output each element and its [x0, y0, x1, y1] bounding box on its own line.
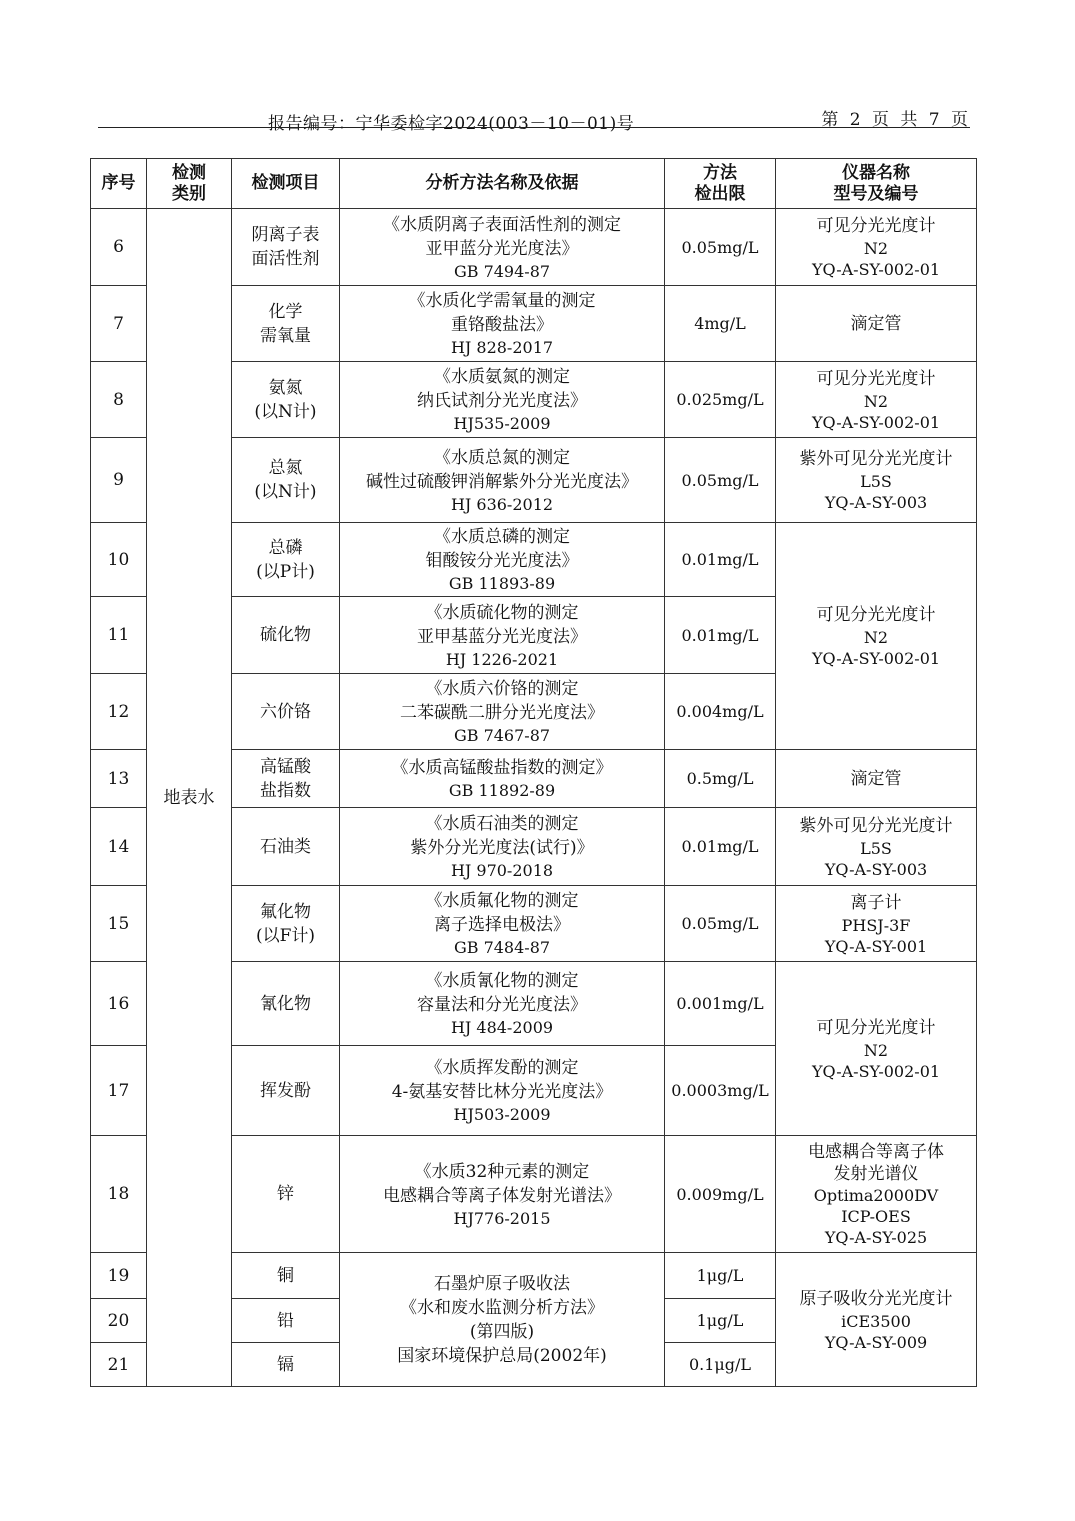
report-header — [98, 105, 970, 134]
item-cell: 氨氮 (以N计) — [232, 362, 340, 438]
item-cell: 化学 需氧量 — [232, 286, 340, 362]
row-no: 9 — [91, 438, 147, 523]
method-cell: 《水质氰化物的测定 容量法和分光光度法》 HJ 484-2009 — [340, 962, 665, 1046]
header-rule — [98, 127, 970, 128]
row-no: 16 — [91, 962, 147, 1046]
limit-cell: 0.009mg/L — [665, 1136, 776, 1253]
category-cell: 地表水 — [147, 209, 232, 1387]
instrument-cell: 原子吸收分光光度计 iCE3500 YQ-A-SY-009 — [776, 1253, 977, 1387]
row-no: 10 — [91, 523, 147, 597]
row-no: 7 — [91, 286, 147, 362]
item-cell: 铜 — [232, 1253, 340, 1299]
method-cell: 《水质阴离子表面活性剂的测定 亚甲蓝分光光度法》 GB 7494-87 — [340, 209, 665, 286]
table-header-row — [91, 159, 977, 209]
limit-cell: 0.001mg/L — [665, 962, 776, 1046]
method-cell: 《水质六价铬的测定 二苯碳酰二肼分光光度法》 GB 7467-87 — [340, 674, 665, 750]
instrument-cell: 紫外可见分光光度计 L5S YQ-A-SY-003 — [776, 808, 977, 886]
item-cell: 总磷 (以P计) — [232, 523, 340, 597]
method-cell: 《水质氨氮的测定 纳氏试剂分光光度法》 HJ535-2009 — [340, 362, 665, 438]
method-cell: 《水质32种元素的测定 电感耦合等离子体发射光谱法》 HJ776-2015 — [340, 1136, 665, 1253]
row-no: 19 — [91, 1253, 147, 1299]
method-cell: 石墨炉原子吸收法 《水和废水监测分析方法》 (第四版) 国家环境保护总局(2002年) — [340, 1253, 665, 1387]
item-cell: 挥发酚 — [232, 1046, 340, 1136]
test-method-table — [90, 158, 977, 1387]
item-cell: 氰化物 — [232, 962, 340, 1046]
instrument-cell: 可见分光光度计 N2 YQ-A-SY-002-01 — [776, 962, 977, 1136]
item-cell: 硫化物 — [232, 597, 340, 674]
row-no: 18 — [91, 1136, 147, 1253]
row-no: 8 — [91, 362, 147, 438]
table-row — [91, 209, 977, 286]
limit-cell: 0.1μg/L — [665, 1343, 776, 1387]
row-no: 12 — [91, 674, 147, 750]
instrument-cell: 离子计 PHSJ-3F YQ-A-SY-001 — [776, 886, 977, 962]
method-cell: 《水质石油类的测定 紫外分光光度法(试行)》 HJ 970-2018 — [340, 808, 665, 886]
method-cell: 《水质氟化物的测定 离子选择电极法》 GB 7484-87 — [340, 886, 665, 962]
instrument-cell: 电感耦合等离子体 发射光谱仪 Optima2000DV ICP-OES YQ-A-SY-025 — [776, 1136, 977, 1253]
item-cell: 阴离子表 面活性剂 — [232, 209, 340, 286]
col-header-limit: 方法 检出限 — [665, 159, 776, 209]
limit-cell: 0.01mg/L — [665, 808, 776, 886]
item-cell: 铅 — [232, 1299, 340, 1343]
limit-cell: 0.05mg/L — [665, 438, 776, 523]
limit-cell: 0.01mg/L — [665, 597, 776, 674]
col-header-no: 序号 — [91, 159, 147, 209]
limit-cell: 4mg/L — [665, 286, 776, 362]
method-cell: 《水质总氮的测定 碱性过硫酸钾消解紫外分光光度法》 HJ 636-2012 — [340, 438, 665, 523]
method-cell: 《水质化学需氧量的测定 重铬酸盐法》 HJ 828-2017 — [340, 286, 665, 362]
limit-cell: 0.05mg/L — [665, 209, 776, 286]
row-no: 14 — [91, 808, 147, 886]
limit-cell: 0.05mg/L — [665, 886, 776, 962]
page-info: 第 2 页 共 7 页 — [821, 110, 968, 130]
row-no: 13 — [91, 750, 147, 808]
limit-cell: 0.01mg/L — [665, 523, 776, 597]
col-header-method: 分析方法名称及依据 — [340, 159, 665, 209]
item-cell: 石油类 — [232, 808, 340, 886]
row-no: 11 — [91, 597, 147, 674]
item-cell: 六价铬 — [232, 674, 340, 750]
instrument-cell: 可见分光光度计 N2 YQ-A-SY-002-01 — [776, 209, 977, 286]
item-cell: 锌 — [232, 1136, 340, 1253]
instrument-cell: 可见分光光度计 N2 YQ-A-SY-002-01 — [776, 362, 977, 438]
col-header-item: 检测项目 — [232, 159, 340, 209]
item-cell: 总氮 (以N计) — [232, 438, 340, 523]
row-no: 20 — [91, 1299, 147, 1343]
limit-cell: 0.025mg/L — [665, 362, 776, 438]
instrument-cell: 可见分光光度计 N2 YQ-A-SY-002-01 — [776, 523, 977, 750]
method-cell: 《水质硫化物的测定 亚甲基蓝分光光度法》 HJ 1226-2021 — [340, 597, 665, 674]
instrument-cell: 紫外可见分光光度计 L5S YQ-A-SY-003 — [776, 438, 977, 523]
method-cell: 《水质挥发酚的测定 4-氨基安替比林分光光度法》 HJ503-2009 — [340, 1046, 665, 1136]
row-no: 17 — [91, 1046, 147, 1136]
row-no: 15 — [91, 886, 147, 962]
item-cell: 镉 — [232, 1343, 340, 1387]
report-number: 报告编号：宁华委检字2024(003－10－01)号 — [268, 114, 635, 134]
limit-cell: 1μg/L — [665, 1299, 776, 1343]
instrument-cell: 滴定管 — [776, 286, 977, 362]
method-cell: 《水质高锰酸盐指数的测定》 GB 11892-89 — [340, 750, 665, 808]
limit-cell: 0.0003mg/L — [665, 1046, 776, 1136]
instrument-cell: 滴定管 — [776, 750, 977, 808]
row-no: 6 — [91, 209, 147, 286]
method-cell: 《水质总磷的测定 钼酸铵分光光度法》 GB 11893-89 — [340, 523, 665, 597]
row-no: 21 — [91, 1343, 147, 1387]
col-header-instrument: 仪器名称 型号及编号 — [776, 159, 977, 209]
limit-cell: 0.5mg/L — [665, 750, 776, 808]
limit-cell: 0.004mg/L — [665, 674, 776, 750]
limit-cell: 1μg/L — [665, 1253, 776, 1299]
col-header-category: 检测 类别 — [147, 159, 232, 209]
item-cell: 高锰酸 盐指数 — [232, 750, 340, 808]
item-cell: 氟化物 (以F计) — [232, 886, 340, 962]
